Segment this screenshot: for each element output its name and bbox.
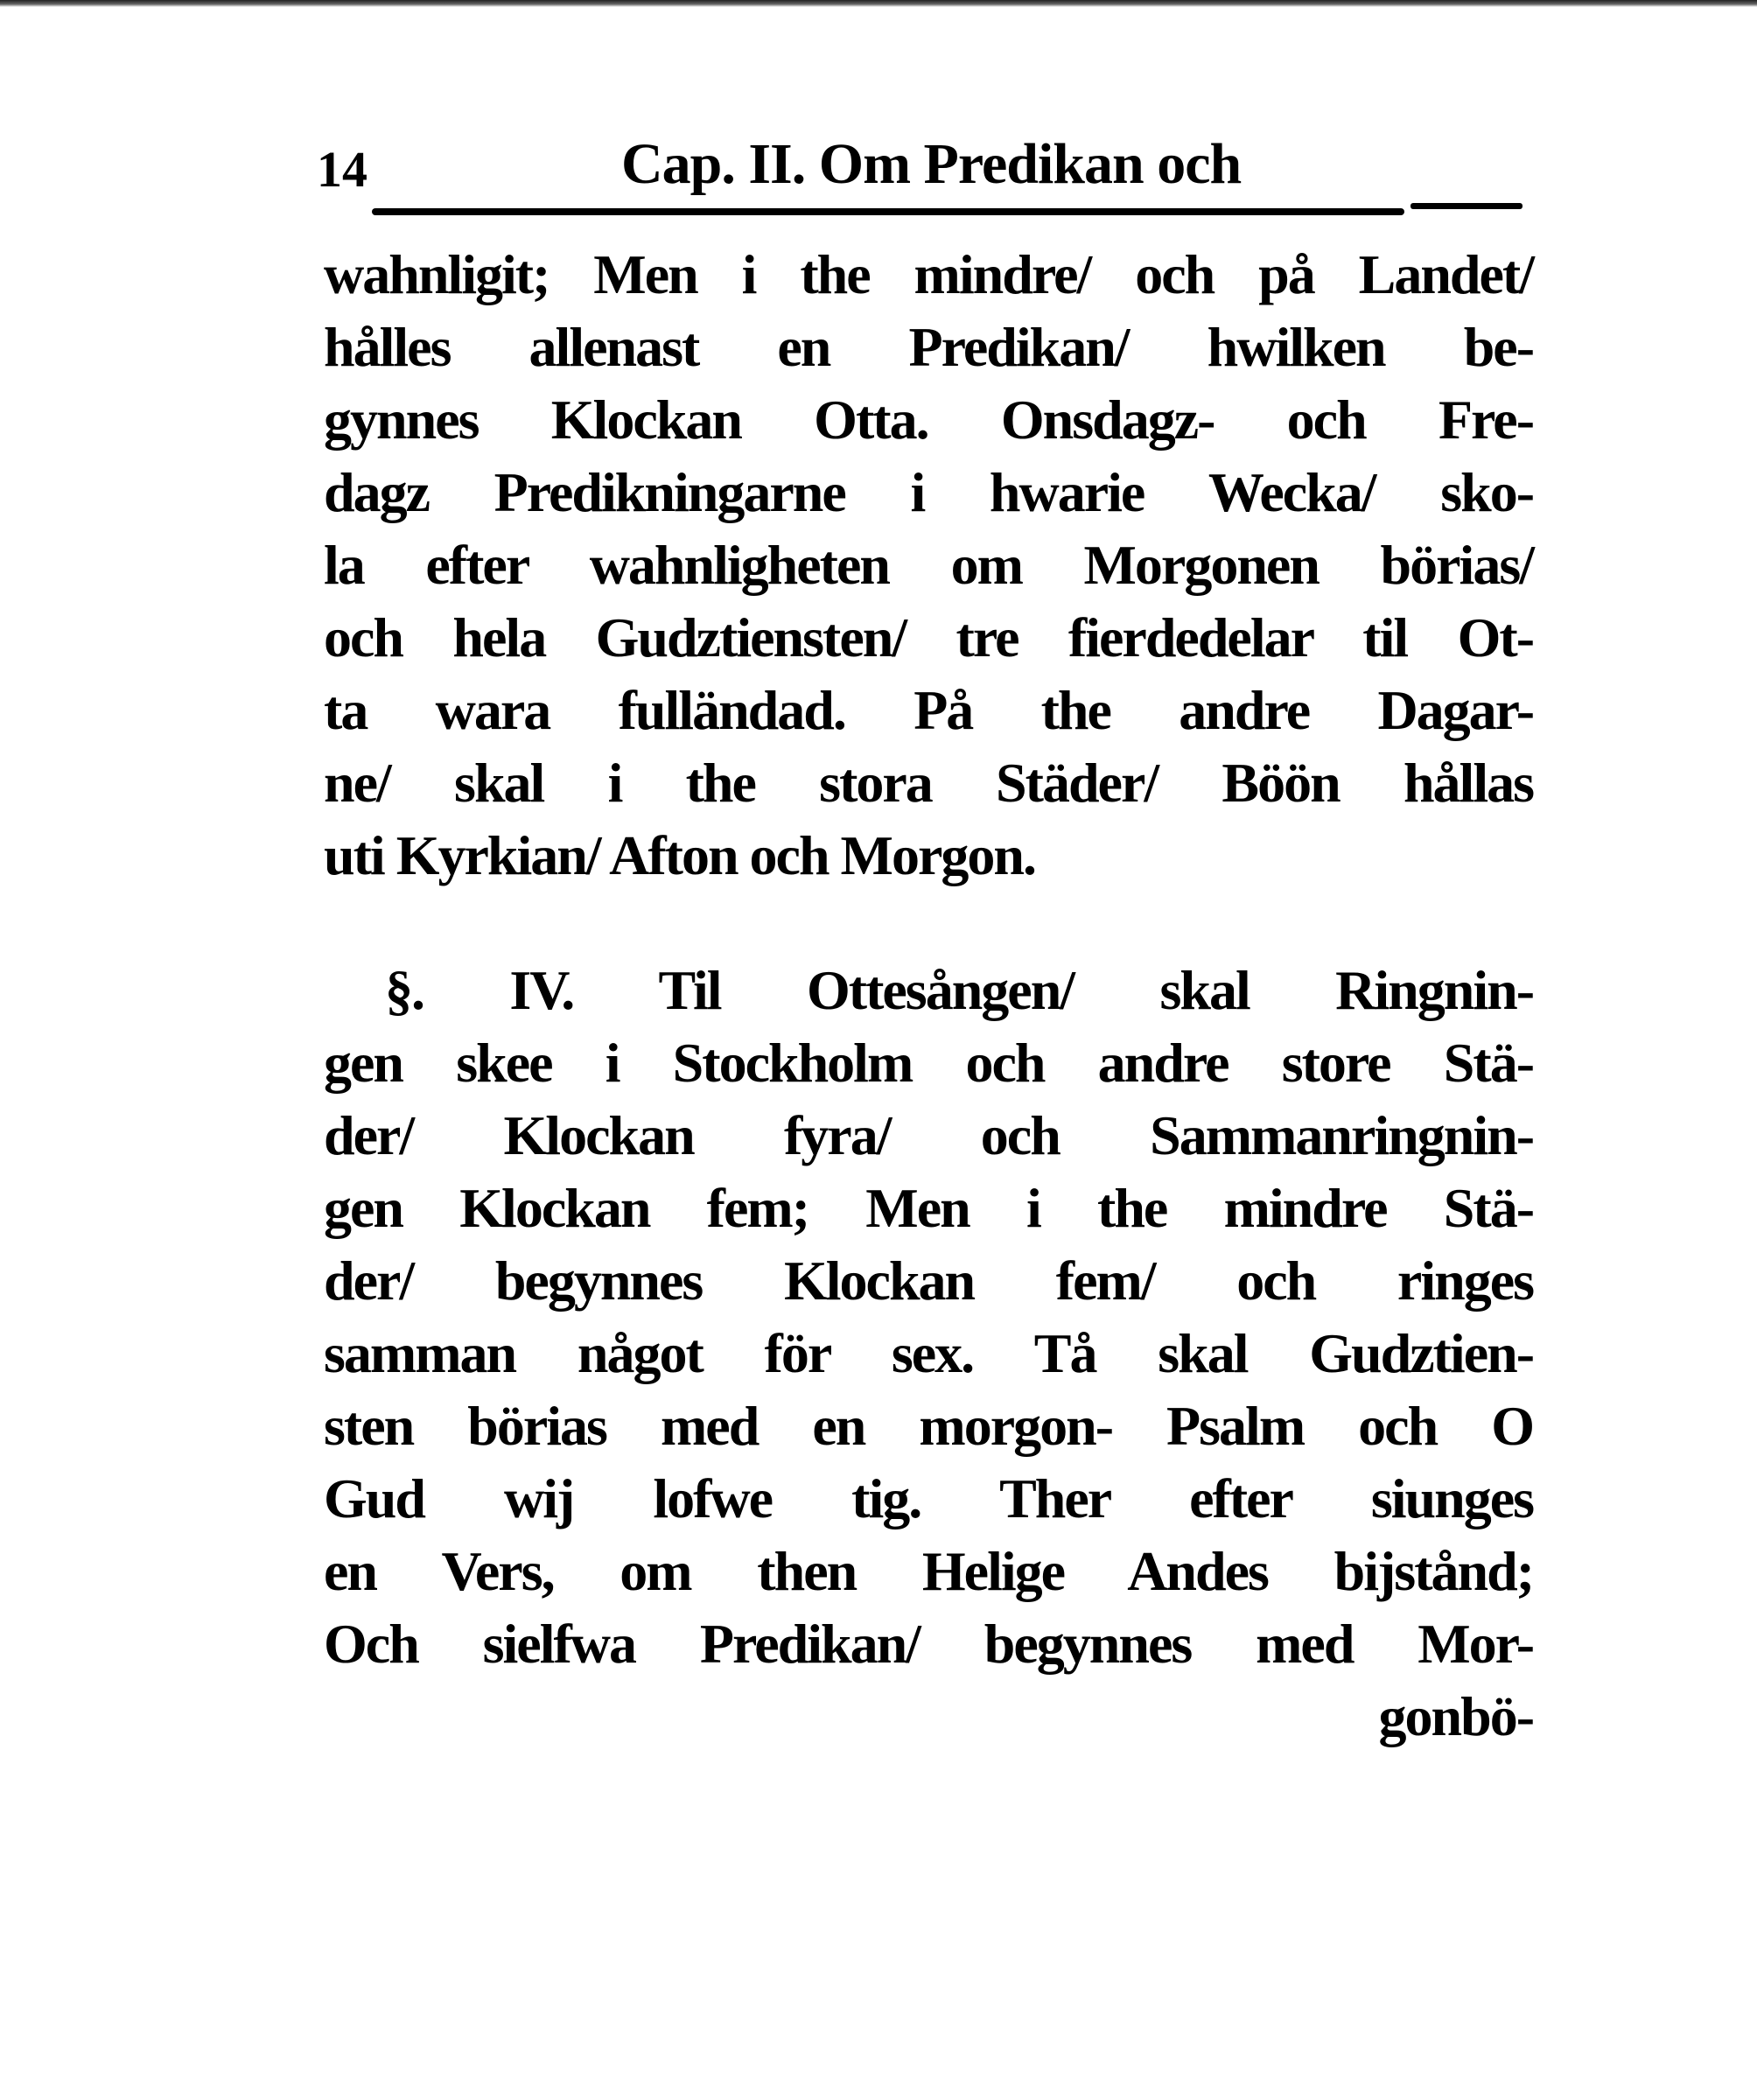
text-line: ne/ skal i the stora Städer/ Böön hållas	[324, 752, 1533, 814]
header-rule	[372, 208, 1404, 215]
text-line: dagz Predikningarne i hwarie Wecka/ sko-	[324, 461, 1533, 523]
text-line: gen Klockan fem; Men i the mindre Stä-	[324, 1177, 1533, 1239]
text-line: Och sielfwa Predikan/ begynnes med Mor-	[324, 1613, 1533, 1675]
text-line: la efter wahnligheten om Morgonen börias/	[324, 534, 1533, 596]
scan-top-edge	[0, 0, 1757, 7]
paragraph-1	[324, 238, 1533, 892]
text-line: wahnligit; Men i the mindre/ och på Landet/	[324, 243, 1533, 305]
running-head: Cap. II. Om Predikan och	[621, 132, 1242, 196]
paragraph-2	[324, 954, 1533, 1753]
header-rule-end	[1410, 203, 1522, 209]
text-line: sten börias med en morgon- Psalm och O	[324, 1395, 1533, 1457]
text-line: ta wara fulländad. På the andre Dagar-	[324, 679, 1533, 741]
text-line: en Vers, om then Helige Andes bijstånd;	[324, 1540, 1533, 1602]
text-line: hålles allenast en Predikan/ hwilken be-	[324, 316, 1533, 378]
section-heading-line: §. IV. Til Ottesången/ skal Ringnin-	[385, 959, 1533, 1021]
text-line: uti Kyrkian/ Afton och Morgon.	[324, 824, 1035, 886]
catchword: gonbö-	[1378, 1685, 1533, 1747]
text-line: samman något för sex. Tå skal Gudztien-	[324, 1322, 1533, 1384]
text-line: gynnes Klockan Otta. Onsdagz- och Fre-	[324, 388, 1533, 451]
text-line: Gud wij lofwe tig. Ther efter siunges	[324, 1467, 1533, 1530]
text-line: och hela Gudztiensten/ tre fierdedelar til Ot-	[324, 606, 1533, 668]
text-line: der/ Klockan fyra/ och Sammanringnin-	[324, 1104, 1533, 1166]
page-number: 14	[317, 141, 368, 198]
text-line: der/ begynnes Klockan fem/ och ringes	[324, 1250, 1533, 1312]
text-line: gen skee i Stockholm och andre store Stä-	[324, 1032, 1533, 1094]
